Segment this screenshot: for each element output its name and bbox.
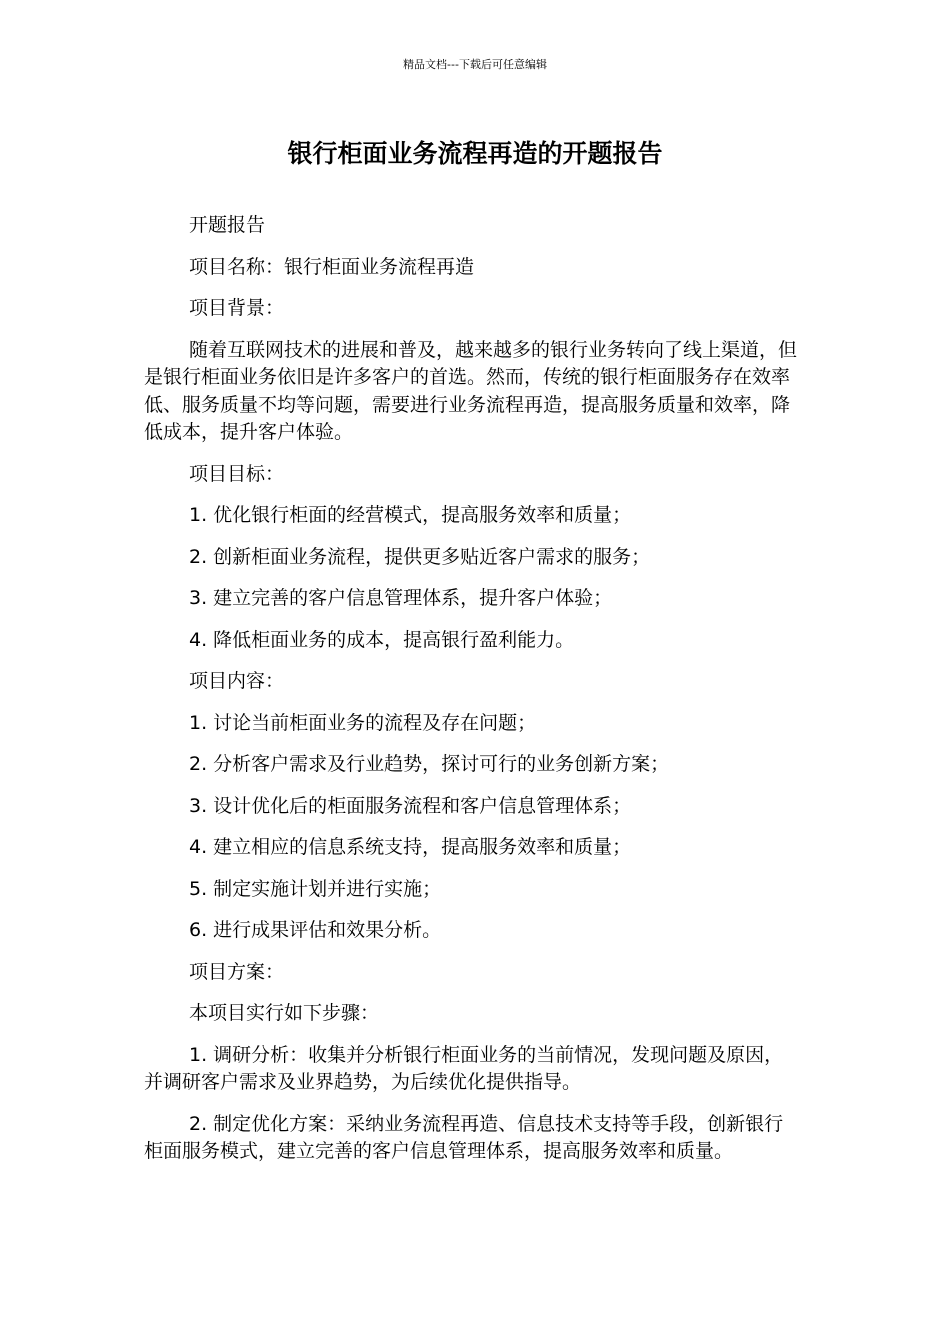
list-item-content: 1. 讨论当前柜面业务的流程及存在问题； — [189, 711, 537, 734]
list-item-content: 3. 设计优化后的柜面服务流程和客户信息管理体系； — [189, 794, 632, 817]
list-item-content: 4. 建立相应的信息系统支持，提高服务效率和质量； — [189, 836, 632, 858]
paragraph-heading-report: 开题报告 — [189, 214, 266, 236]
paragraph-background-heading: 项目背景： — [189, 297, 285, 319]
list-item-goal: 4. 降低柜面业务的成本，提高银行盈利能力。 — [189, 628, 575, 651]
list-item-step: 2. 制定优化方案：采纳业务流程再造、信息技术支持等手段，创新银行柜面服务模式，建立完善的客户信息管理体系，提高服务效率和质量。 — [144, 1112, 784, 1162]
document-body — [144, 212, 800, 1180]
paragraph-content-heading: 项目内容： — [189, 670, 285, 692]
list-item-content: 2. 分析客户需求及行业趋势，探讨可行的业务创新方案； — [189, 753, 670, 775]
list-item-content: 6. 进行成果评估和效果分析。 — [189, 919, 442, 941]
list-item-goal: 1. 优化银行柜面的经营模式，提高服务效率和质量； — [189, 504, 632, 526]
document-title: 银行柜面业务流程再造的开题报告 — [287, 139, 663, 168]
paragraph-background-text: 随着互联网技术的进展和普及，越来越多的银行业务转向了线上渠道，但是银行柜面业务依旧是许多客户的首选。然而，传统的银行柜面服务存在效率低、服务质量不均等问题，需要进行业务流程再造，提高服务质量和效率，降低成本，提升客户体验。 — [144, 338, 798, 443]
paragraph-project-name: 项目名称：银行柜面业务流程再造 — [189, 255, 475, 278]
list-item-content: 5. 制定实施计划并进行实施； — [189, 877, 442, 900]
list-item-goal: 2. 创新柜面业务流程，提供更多贴近客户需求的服务； — [189, 545, 651, 568]
paragraph-goals-heading: 项目目标： — [189, 462, 285, 485]
paragraph-steps-intro: 本项目实行如下步骤： — [189, 1002, 380, 1024]
paragraph-plan-heading: 项目方案： — [189, 960, 285, 983]
page-header-note: 精品文档---下载后可任意编辑 — [403, 58, 547, 71]
list-item-goal: 3. 建立完善的客户信息管理体系，提升客户体验； — [189, 587, 613, 609]
list-item-step: 1. 调研分析：收集并分析银行柜面业务的当前情况，发现问题及原因，并调研客户需求及业界趋势，为后续优化提供指导。 — [144, 1043, 784, 1093]
